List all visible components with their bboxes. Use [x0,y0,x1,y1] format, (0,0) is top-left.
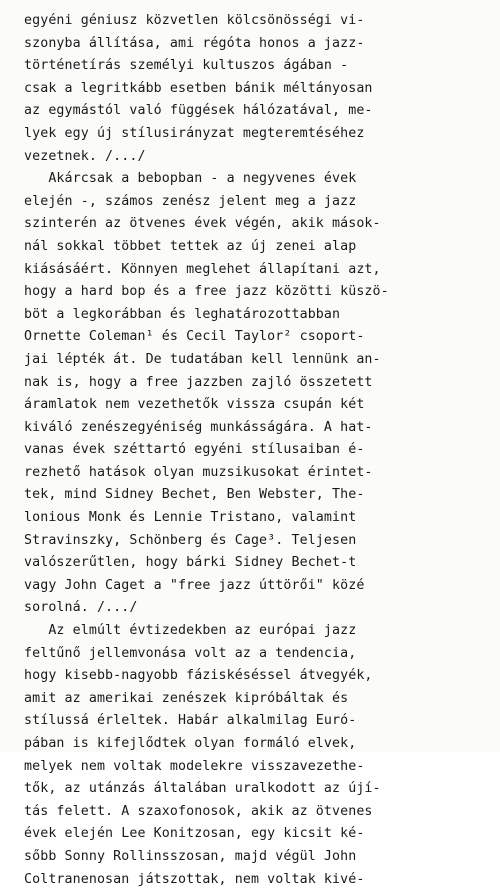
text-line-22: tek, mind Sidney Bechet, Ben Webster, The- [24,487,365,503]
text-line-14: böt a legkorábban és leghatározottabban [24,306,341,322]
text-line-37: évek elején Lee Konitzosan, egy kicsit ké- [24,826,365,842]
text-line-28: Az elmúlt évtizedekben az európai jazz [24,623,357,639]
text-line-36: tás felett. A szaxofonosok, akik az ötvenes [24,803,373,819]
text-line-2: szonyba állítása, ami régóta honos a jazz- [24,35,365,51]
text-line-32: stílussá érleltek. Habár alkalmilag Euró- [24,713,357,729]
text-line-7: vezetnek. /.../ [24,148,146,164]
text-line-1: egyéni géniusz közvetlen kölcsönösségi vi- [24,13,365,28]
text-line-18: áramlatok nem vezethetők vissza csupán két [24,397,365,413]
text-line-19: kiváló zenészegyéniség munkásságára. A hat- [24,419,373,435]
text-line-31: amit az amerikai zenészek kipróbáltak és [24,690,349,706]
text-line-21: rezhető hatások olyan muzsikusokat érintet- [24,464,373,480]
text-line-9: elején -, számos zenész jelent meg a jazz [24,193,357,209]
text-line-16: jai lépték át. De tudatában kell lennünk an- [24,351,381,367]
text-line-34: melyek nem voltak modelekre visszavezethe- [24,758,365,774]
text-line-4: csak a legritkább esetben bánik méltányosan [24,80,373,96]
text-line-27: sorolná. /.../ [24,600,138,616]
text-line-6: lyek egy új stílusirányzat megteremtéséhez [24,125,365,141]
text-line-17: nak is, hogy a free jazzben zajló összetett [24,374,373,390]
text-line-10: szinterén az ötvenes évek végén, akik mások- [24,216,381,232]
text-line-24: Stravinszky, Schönberg és Cage³. Teljesen [24,532,357,548]
text-line-3: történetírás személyi kultuszos ágában - [24,58,349,74]
text-line-15: Ornette Coleman¹ és Cecil Taylor² csoport- [24,329,365,345]
text-line-12: kiásásáért. Könnyen meglehet állapítani azt, [24,261,381,277]
body-text [24,10,494,891]
text-line-35: tők, az utánzás általában uralkodott az újí- [24,781,381,797]
text-line-39: Coltranenosan játszottak, nem voltak kivé- [24,871,365,887]
text-line-25: valószerűtlen, hogy bárki Sidney Bechet-t [24,555,357,571]
text-line-20: vanas évek széttartó egyéni stílusaiban é- [24,442,365,458]
text-line-5: az egymástól való függések hálózatával, me- [24,103,373,119]
text-line-30: hogy kisebb-nagyobb fáziskéséssel átvegyék, [24,668,373,684]
text-line-29: feltűnő jellemvonása volt az a tendencia, [24,645,357,661]
text-line-8: Akárcsak a bebopban - a negyvenes évek [24,171,357,187]
text-line-13: hogy a hard bop és a free jazz közötti küszö- [24,284,389,300]
text-line-23: lonious Monk és Lennie Tristano, valamint [24,510,357,526]
text-line-26: vagy John Caget a "free jazz úttörői" közé [24,577,365,593]
text-line-38: sőbb Sonny Rollinsszosan, majd végül John [24,848,357,864]
text-line-11: nál sokkal többet tettek az új zenei alap [24,238,357,254]
text-line-33: pában is kifejlődtek olyan formáló elvek, [24,736,357,751]
